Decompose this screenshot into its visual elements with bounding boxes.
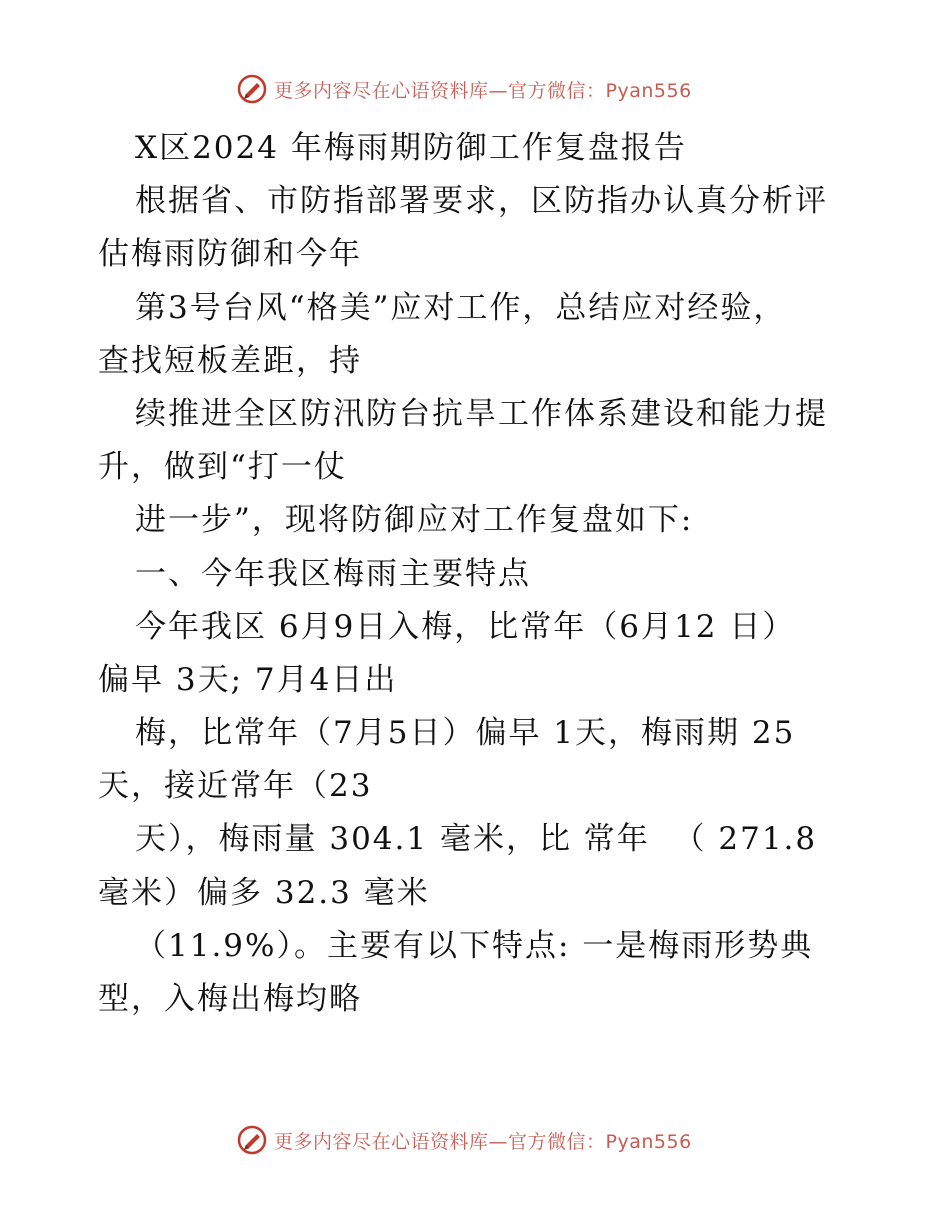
paragraph-line: （11.9%）。主要有以下特点: 一是梅雨形势典 bbox=[135, 927, 814, 964]
document-title: X区2024 年梅雨期防御工作复盘报告 bbox=[135, 130, 687, 166]
paragraph-line: 升，做到“打一仗 bbox=[98, 449, 347, 486]
watermark-header bbox=[236, 72, 692, 106]
paragraph-line: 续推进全区防汛防台抗旱工作体系建设和能力提 bbox=[135, 395, 828, 432]
paragraph-line: 估梅雨防御和今年 bbox=[98, 236, 362, 273]
paragraph-line: 今年我区 6月9日入梅，比常年（6月12 日） bbox=[135, 608, 796, 645]
watermark-footer bbox=[236, 1123, 692, 1157]
pen-logo-icon bbox=[236, 73, 268, 105]
paragraph-line: 偏早 3天; 7月4日出 bbox=[98, 661, 398, 698]
paragraph-line: 第3号台风“格美”应对工作，总结应对经验， bbox=[135, 289, 787, 326]
paragraph-line: 根据省、市防指部署要求，区防指办认真分析评 bbox=[135, 183, 828, 220]
paragraph-line: 进一步”，现将防御应对工作复盘如下: bbox=[135, 502, 694, 539]
paragraph-line: 天，接近常年（23 bbox=[98, 768, 373, 805]
paragraph-line: 天），梅雨量 304.1 毫米，比 常年 （ 271.8 bbox=[135, 821, 818, 858]
paragraph-line: 毫米）偏多 32.3 毫米 bbox=[98, 874, 430, 911]
pen-logo-icon bbox=[236, 1124, 268, 1156]
watermark-text: 更多内容尽在心语资料库—官方微信：Pyan556 bbox=[274, 1130, 692, 1153]
watermark-text: 更多内容尽在心语资料库—官方微信：Pyan556 bbox=[274, 79, 692, 102]
section-heading: 一、今年我区梅雨主要特点 bbox=[135, 555, 531, 592]
paragraph-line: 型，入梅出梅均略 bbox=[98, 981, 362, 1017]
paragraph-line: 梅，比常年（7月5日）偏早 1天，梅雨期 25 bbox=[135, 715, 796, 752]
paragraph-line: 查找短板差距，持 bbox=[98, 342, 362, 379]
document-body bbox=[98, 122, 858, 1026]
